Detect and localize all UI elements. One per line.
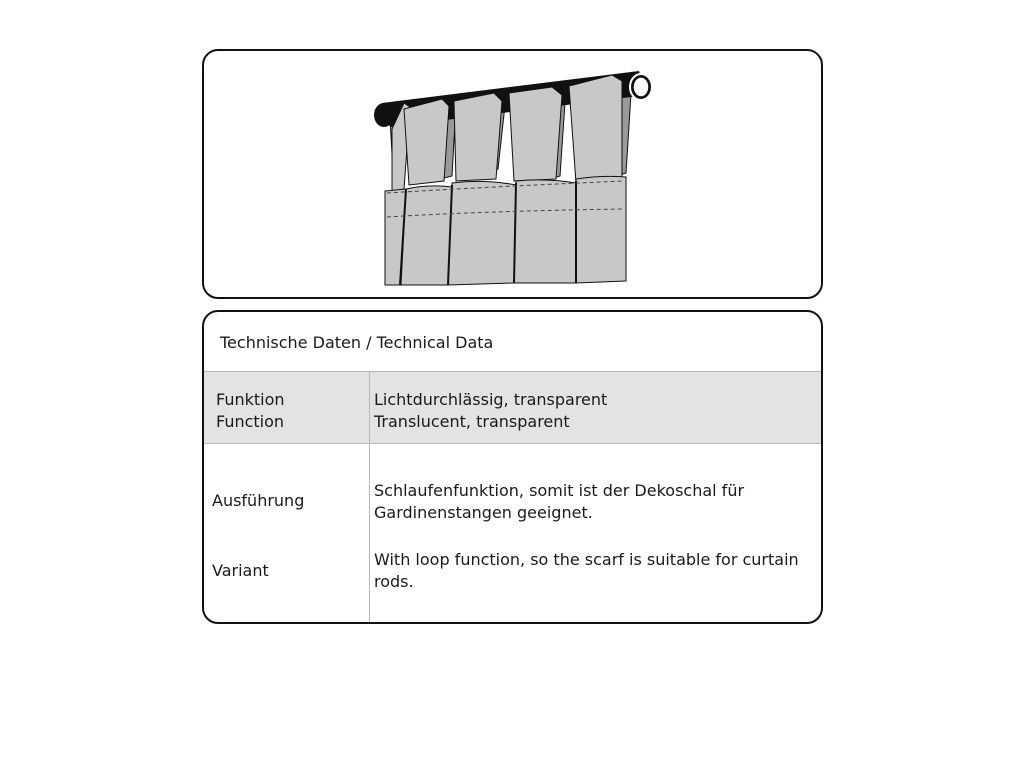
technical-data-table [202,310,823,624]
function-value-en: Translucent, transparent [374,412,570,431]
curtain-with-loops-icon [204,51,821,297]
variant-label-en: Variant [212,561,269,580]
variant-label-de: Ausführung [212,491,305,510]
function-label-en: Function [216,412,285,431]
function-value-de: Lichtdurchlässig, transparent [374,390,608,409]
column-divider [369,371,370,622]
variant-value-en: With loop function, so the scarf is suitable for curtain rods. [374,550,799,591]
variant-value-de: Schlaufenfunktion, somit ist der Dekoschal für Gardinenstangen geeignet. [374,481,745,522]
table-row-function [204,371,821,444]
technical-data-title: Technische Daten / Technical Data [220,333,494,352]
curtain-fabric-panels [385,176,626,285]
table-row-variant [204,445,821,622]
curtain-illustration-panel [202,49,823,299]
function-label-de: Funktion [216,390,285,409]
